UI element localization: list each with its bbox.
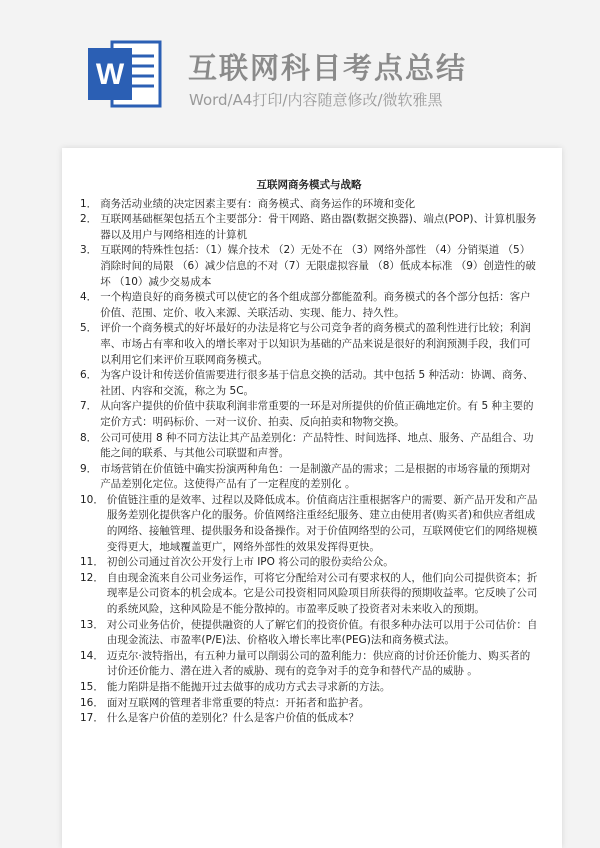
list-item-number: 15．: [80, 681, 104, 693]
list-item: [80, 462, 538, 493]
list-item-number: 12．: [80, 571, 104, 584]
list-item-number: 2．: [80, 213, 98, 226]
list-item-number: 5．: [80, 322, 98, 335]
list-item-number: 16．: [80, 696, 104, 709]
list-item: [80, 243, 538, 290]
list-item: [80, 711, 538, 727]
list-item: [80, 212, 538, 243]
list-item-number: 9．: [80, 462, 98, 475]
list-item: [80, 368, 538, 399]
list-item-number: 4．: [80, 291, 98, 304]
list-item-text: 面对互联网的管理者非常重要的特点：开拓者和监护者。: [106, 696, 370, 709]
list-item: [80, 555, 538, 571]
list-item-text: 自由现金流来自公司业务运作，可将它分配给对公司有要求权的人，他们向公司提供资本；折现率是公司资本的机会成本。它是公司投资相同风险项目所获得的预期收益率。它反映了公司的系统风险，这种风险是不能分散掉的。市盈率反映了投资者对未来收入的预期。: [106, 571, 538, 616]
list-item-number: 17．: [80, 712, 104, 725]
header-banner: [0, 0, 600, 140]
list-item-number: 7．: [80, 400, 98, 413]
list-item-text: 什么是客户价值的差别化？什么是客户价值的低成本？: [106, 712, 359, 725]
page-subtitle: Word/A4打印/内容随意修改/微软雅黑: [189, 91, 443, 109]
list-item-text: 互联网基础框架包括五个主要部分：骨干网路、路由器(数据交换器)、端点(POP)、计算机服务器以及用户与网络相连的计算机: [100, 213, 537, 241]
list-item-text: 互联网的特殊性包括：（1）媒介技术 （2）无处不在 （3）网络外部性 （4）分销渠道 （5）消除时间的局限 （6）减少信息的不对（7）无限虚拟容量 （8）低成本标准 （9）创造性的破坏 （10）减少交易成本: [100, 244, 536, 288]
list-item-text: 评价一个商务模式的好坏最好的办法是将它与公司竞争者的商务模式的盈利性进行比较；利润率、市场占有率和收入的增长率对于以知识为基础的产品来说是很好的利润预测手段，我们可以利用它们来评价互联网商务模式。: [100, 322, 531, 366]
document-item-list: [80, 197, 538, 727]
list-item: [80, 431, 538, 462]
list-item-text: 初创公司通过首次公开发行上市 IPO 将公司的股份卖给公众。: [106, 556, 394, 569]
list-item-number: 10．: [80, 493, 104, 506]
list-item: [80, 290, 538, 321]
list-item: [80, 618, 538, 649]
word-document-icon: [86, 38, 164, 110]
list-item-number: 6．: [80, 369, 98, 382]
preview-fade-overlay: [62, 758, 562, 848]
list-item: [80, 696, 538, 712]
list-item-text: 一个构造良好的商务模式可以使它的各个组成部分都能盈利。商务模式的各个部分包括：客户价值、范围、定价、收入来源、关联活动、实现、能力、持久性。: [100, 291, 531, 319]
list-item-text: 能力陷阱是指不能抛开过去做事的成功方式去寻求新的方法。: [106, 681, 391, 693]
list-item-number: 13．: [80, 618, 104, 631]
list-item: [80, 649, 538, 680]
document-page: [62, 148, 562, 848]
list-item-text: 迈克尔·波特指出，有五种力量可以削弱公司的盈利能力：供应商的讨价还价能力、购买者的讨价还价能力、潜在进入者的威胁、现有的竞争对手的竞争和替代产品的威胁 。: [106, 649, 531, 678]
document-title: 互联网商务模式与战略: [256, 179, 362, 191]
document-body: [80, 178, 538, 727]
list-item: [80, 493, 538, 555]
list-item: [80, 571, 538, 618]
list-item-text: 对公司业务估价，使提供融资的人了解它们的投资价值。有很多种办法可以用于公司估价：自由现金流法、市盈率(P/E)法、价格收入增长率比率(PEG)法和商务模式法。: [106, 618, 538, 647]
list-item-text: 价值链注重的是效率、过程以及降低成本。价值商店注重根据客户的需要、新产品开发和产品服务差别化提供客户化的服务。价值网络注重经纪服务、建立由使用者(购买者)和供应者组成的网络、接触管理、提供服务和设备操作。对于价值网络型的公司，互联网使它们的网络规模变得更大，地域覆盖更广，网络外部性的效果发挥得更快。: [106, 493, 538, 553]
list-item: [80, 399, 538, 430]
list-item-number: 3．: [80, 244, 98, 257]
list-item-number: 14．: [80, 649, 104, 662]
list-item-text: 商务活动业绩的决定因素主要有：商务模式、商务运作的环境和变化: [100, 197, 416, 210]
list-item-number: 11．: [80, 556, 104, 569]
list-item-text: 市场营销在价值链中确实扮演两种角色：一是制激产品的需求；二是根据的市场容量的预期对产品差别化定位。这使得产品有了一定程度的差别化 。: [100, 462, 531, 491]
list-item-text: 为客户设计和传送价值需要进行很多基于信息交换的活动。其中包括 5 种活动：协调、商务、社团、内容和交流，称之为 5C。: [100, 369, 534, 397]
svg-text:W: W: [95, 58, 125, 91]
list-item-text: 从向客户提供的价值中获取利润非常重要的一环是对所提供的价值正确地定价。有 5 种主要的定价方式：明码标价、一对一议价、拍卖、反向拍卖和物物交换。: [100, 400, 534, 428]
list-item: [80, 680, 538, 696]
list-item: [80, 197, 538, 213]
list-item-text: 公司可使用 8 种不同方法让其产品差别化：产品特性、时间选择、地点、服务、产品组合、功能之间的联系、与其他公司联盟和声誉。: [100, 431, 534, 460]
page-title: 互联网科目考点总结: [188, 51, 468, 85]
list-item-number: 1．: [80, 197, 98, 210]
list-item: [80, 321, 538, 368]
list-item-number: 8．: [80, 431, 98, 444]
